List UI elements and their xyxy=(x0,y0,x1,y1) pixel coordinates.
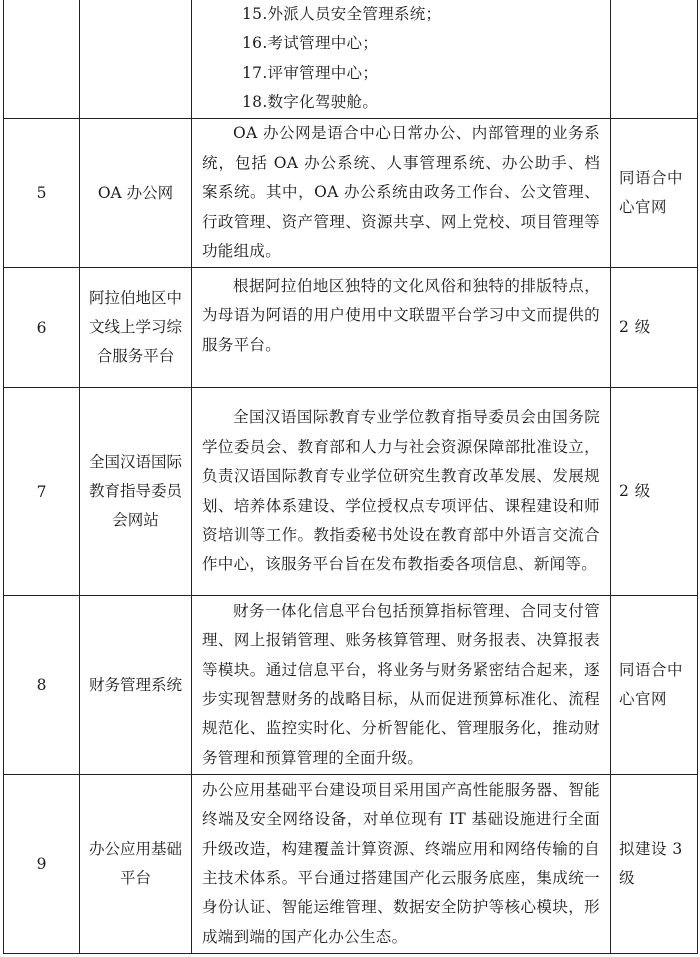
system-name: 阿拉伯地区中文线上学习综合服务平台 xyxy=(80,268,192,388)
system-description xyxy=(192,119,611,268)
row-number: 5 xyxy=(4,119,80,268)
system-description xyxy=(192,268,611,388)
list-item: 17.评审管理中心； xyxy=(242,63,379,82)
table-row xyxy=(4,388,698,596)
row-number: 8 xyxy=(4,596,80,775)
protection-level: 2 级 xyxy=(611,388,698,596)
cell-no xyxy=(4,0,80,119)
description-text: OA 办公网是语合中心日常办公、内部管理的业务系统，包括 OA 办公系统、人事管理系统、办公助手、档案系统。其中，OA 办公系统由政务工作台、公文管理、行政管理、资产管理、资源共享、网上党校、项目管理等功能组成。 xyxy=(202,124,600,261)
cell-description-continued xyxy=(192,0,611,119)
table-row xyxy=(4,596,698,775)
table-row xyxy=(4,775,698,954)
description-text: 全国汉语国际教育专业学位教育指导委员会由国务院学位委员会、教育部和人力与社会资源保障部批准设立，负责汉语国际教育专业学位研究生教育改革发展、发展规划、培养体系建设、学位授权点专项评估、课程建设和师资培训等工作。教指委秘书处设在教育部中外语言交流合作中心，该服务平台旨在发布教指委各项信息、新闻等。 xyxy=(202,408,600,574)
description-text: 根据阿拉伯地区独特的文化风俗和独特的排版特点，为母语为阿语的用户使用中文联盟平台学习中文而提供的服务平台。 xyxy=(202,277,600,354)
row-number: 7 xyxy=(4,388,80,596)
list-item: 16.考试管理中心； xyxy=(242,34,379,52)
protection-level: 2 级 xyxy=(611,268,698,388)
systems-table xyxy=(3,0,698,954)
list-item: 15.外派人员安全管理系统； xyxy=(242,4,442,23)
system-description xyxy=(192,388,611,596)
system-description xyxy=(192,775,611,954)
system-description xyxy=(192,596,611,775)
protection-level: 拟建设 3 级 xyxy=(611,775,698,954)
cell-name xyxy=(80,0,192,119)
description-text: 办公应用基础平台建设项目采用国产高性能服务器、智能终端及安全网络设备，对单位现有 IT 基础设施进行全面升级改造，构建覆盖计算资源、终端应用和网络传输的自主技术体系。平台通过搭建国产化云服务底座，集成统一身份认证、智能运维管理、数据安全防护等核心模块，形成端到端的国产化办公生态。 xyxy=(202,780,600,946)
cell-level xyxy=(611,0,698,119)
system-name: 全国汉语国际教育指导委员会网站 xyxy=(80,388,192,596)
system-name: 办公应用基础平台 xyxy=(80,775,192,954)
table-row-continued xyxy=(4,0,698,119)
system-name: 财务管理系统 xyxy=(80,596,192,775)
table-row xyxy=(4,119,698,268)
list-item: 18.数字化驾驶舱。 xyxy=(242,93,379,111)
system-name: OA 办公网 xyxy=(80,119,192,268)
row-number: 9 xyxy=(4,775,80,954)
description-text: 财务一体化信息平台包括预算指标管理、合同支付管理、网上报销管理、账务核算管理、财务报表、决算报表等模块。通过信息平台，将业务与财务紧密结合起来，逐步实现智慧财务的战略目标，从而促进预算标准化、流程规范化、监控实时化、分析智能化、管理服务化，推动财务管理和预算管理的全面升级。 xyxy=(202,601,600,767)
protection-level: 同语合中心官网 xyxy=(611,119,698,268)
protection-level: 同语合中心官网 xyxy=(611,596,698,775)
table-row xyxy=(4,268,698,388)
row-number: 6 xyxy=(4,268,80,388)
